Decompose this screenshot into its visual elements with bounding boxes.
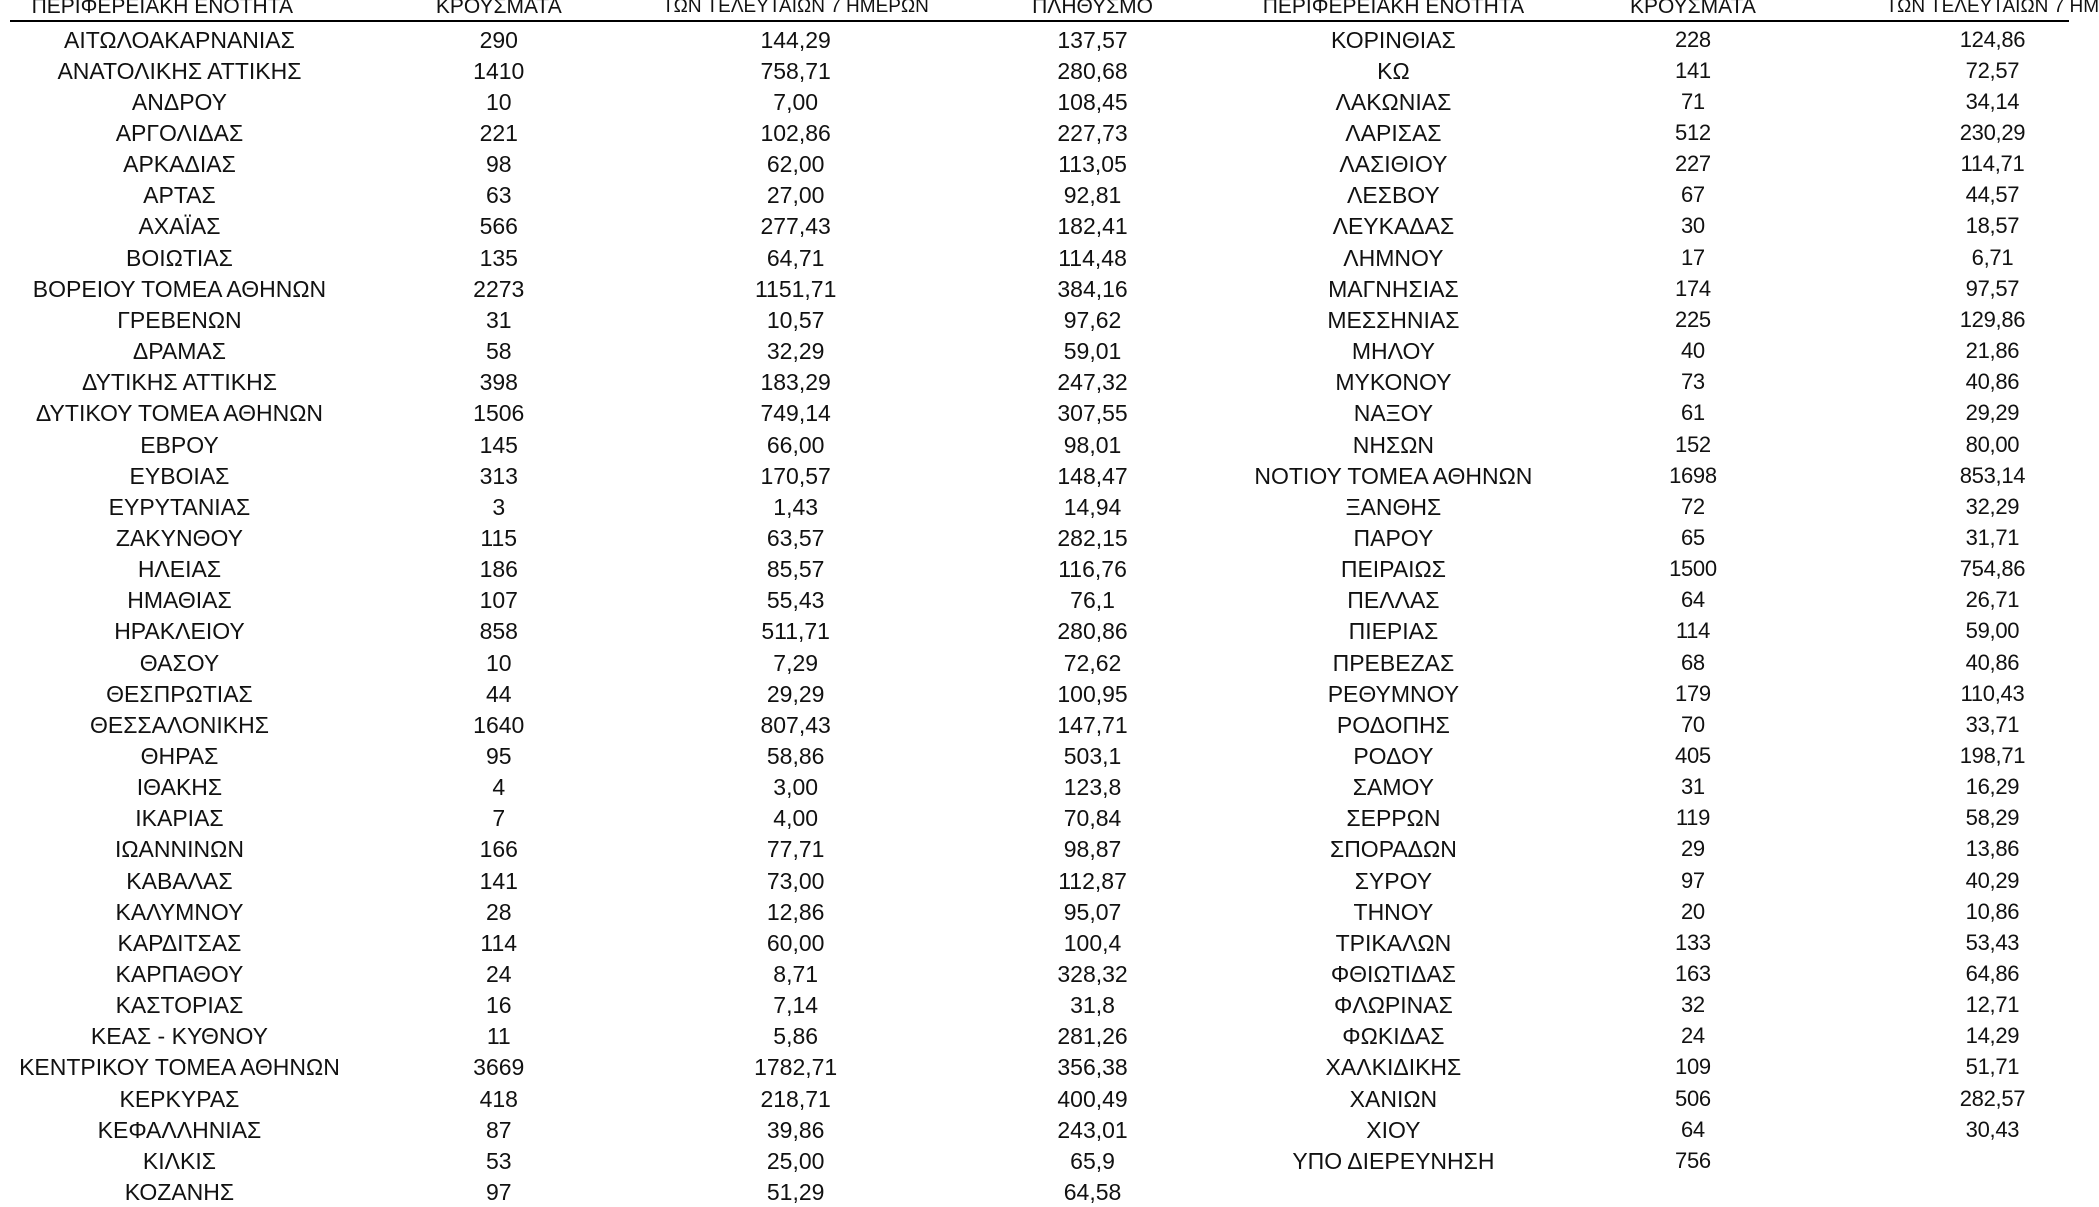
right-last-7-days-avg: 80,00	[1965, 431, 2020, 457]
left-cases: 114	[480, 929, 518, 956]
left-region-name: ΕΥΒΟΙΑΣ	[129, 462, 230, 489]
right-cases: 1500	[1669, 556, 1717, 582]
right-region-name: ΚΟΡΙΝΘΙΑΣ	[1331, 26, 1456, 53]
right-region-name: ΡΕΘΥΜΝΟΥ	[1327, 680, 1460, 707]
left-region-name: ΚΟΖΑΝΗΣ	[124, 1179, 235, 1206]
left-cases: 418	[479, 1085, 518, 1112]
right-region-name: ΜΥΚΟΝΟΥ	[1335, 369, 1452, 396]
right-last-7-days-avg: 282,57	[1959, 1085, 2026, 1111]
left-cases: 166	[479, 836, 518, 863]
left-region-name: ΒΟΙΩΤΙΑΣ	[126, 244, 233, 271]
right-last-7-days-avg: 53,43	[1965, 929, 2020, 955]
right-region-name: ΣΕΡΡΩΝ	[1346, 805, 1441, 832]
right-cases: 40	[1681, 338, 1705, 364]
right-last-7-days-avg: 40,86	[1965, 369, 2020, 395]
left-region-name: ΗΛΕΙΑΣ	[137, 556, 222, 583]
left-per-population: 100,95	[1057, 680, 1128, 707]
left-cases: 135	[479, 244, 518, 271]
left-last-7-days-avg: 63,57	[766, 524, 825, 551]
left-cases: 3	[492, 493, 506, 520]
right-region-name: ΧΑΝΙΩΝ	[1349, 1085, 1438, 1112]
left-cases: 141	[479, 867, 518, 894]
left-cases: 87	[485, 1116, 512, 1143]
left-last-7-days-avg: 102,86	[760, 120, 831, 147]
left-cases: 107	[479, 587, 518, 614]
left-region-name: ΔΥΤΙΚΟΥ ΤΟΜΕΑ ΑΘΗΝΩΝ	[35, 400, 324, 427]
left-last-7-days-avg: 4,00	[773, 805, 819, 832]
right-last-7-days-avg: 10,86	[1965, 898, 2020, 924]
left-last-7-days-avg: 66,00	[766, 431, 825, 458]
right-cases: 179	[1675, 680, 1711, 706]
right-cases: 72	[1681, 493, 1705, 519]
left-last-7-days-avg: 749,14	[760, 400, 831, 427]
right-region-name: ΦΩΚΙΔΑΣ	[1342, 1023, 1445, 1050]
right-last-7-days-avg: 754,86	[1959, 556, 2026, 582]
left-cases: 44	[485, 680, 512, 707]
right-cases: 109	[1675, 1054, 1711, 1080]
left-last-7-days-avg: 32,29	[766, 338, 825, 365]
left-per-population: 356,38	[1057, 1054, 1128, 1081]
right-region-name: ΣΠΟΡΑΔΩΝ	[1329, 836, 1457, 863]
left-last-7-days-avg: 277,43	[760, 213, 831, 240]
right-cases: 32	[1681, 992, 1705, 1018]
right-last-7-days-avg: 31,71	[1965, 524, 2020, 550]
left-per-population: 98,01	[1063, 431, 1122, 458]
right-cases: 24	[1681, 1023, 1705, 1049]
left-last-7-days-avg: 511,71	[761, 618, 830, 645]
right-cases: 30	[1681, 213, 1705, 239]
header-rule	[10, 20, 2069, 22]
left-per-population: 72,62	[1063, 649, 1122, 676]
left-region-name: ΑΡΤΑΣ	[143, 182, 216, 209]
left-region-name: ΓΡΕΒΕΝΩΝ	[117, 306, 242, 333]
right-cases: 1698	[1669, 462, 1717, 488]
right-cases: 756	[1675, 1147, 1711, 1173]
right-region-name: ΤΡΙΚΑΛΩΝ	[1335, 929, 1452, 956]
left-per-population: 137,57	[1057, 26, 1128, 53]
right-cases: 119	[1675, 805, 1711, 831]
left-region-name: ΚΑΛΥΜΝΟΥ	[115, 898, 244, 925]
left-per-population: 400,49	[1057, 1085, 1128, 1112]
right-cases: 163	[1675, 960, 1711, 986]
left-region-name: ΔΡΑΜΑΣ	[132, 338, 226, 365]
left-per-population: 123,8	[1063, 774, 1122, 801]
right-cases: 70	[1681, 711, 1705, 737]
right-last-7-days-avg: 34,14	[1965, 88, 2020, 114]
left-region-name: ΘΕΣΠΡΩΤΙΑΣ	[106, 680, 253, 707]
right-last-7-days-avg: 124,86	[1959, 26, 2026, 52]
left-per-population: 182,41	[1057, 213, 1128, 240]
right-region-name: ΛΑΡΙΣΑΣ	[1345, 120, 1442, 147]
right-last-7-days-avg: 30,43	[1965, 1116, 2020, 1142]
left-region-name: ΚΑΒΑΛΑΣ	[126, 867, 233, 894]
right-last-7-days-avg: 853,14	[1959, 462, 2026, 488]
left-region-name: ΚΑΣΤΟΡΙΑΣ	[115, 992, 244, 1019]
left-cases: 2273	[473, 275, 525, 302]
right-cases: 61	[1681, 400, 1705, 426]
left-region-name: ΕΒΡΟΥ	[140, 431, 219, 458]
right-cases: 405	[1675, 742, 1711, 768]
left-region-name: ΚΕΦΑΛΛΗΝΙΑΣ	[97, 1116, 262, 1143]
left-cases: 115	[480, 524, 518, 551]
right-region-name: ΛΕΣΒΟΥ	[1347, 182, 1440, 209]
left-per-population: 114,48	[1058, 244, 1127, 271]
right-last-7-days-avg: 14,29	[1965, 1023, 2020, 1049]
right-region-name: ΠΙΕΡΙΑΣ	[1348, 618, 1439, 645]
left-last-7-days-avg: 60,00	[766, 929, 825, 956]
left-last-7-days-avg: 55,43	[766, 587, 825, 614]
right-last-7-days-avg: 44,57	[1965, 182, 2020, 208]
right-last-7-days-avg: 40,29	[1965, 867, 2020, 893]
right-cases: 174	[1675, 275, 1711, 301]
left-cases: 145	[479, 431, 518, 458]
left-last-7-days-avg: 64,71	[766, 244, 825, 271]
right-region-name: ΣΑΜΟΥ	[1352, 774, 1435, 801]
left-region-name: ΘΗΡΑΣ	[140, 742, 219, 769]
left-cases: 1640	[473, 711, 525, 738]
left-region-name: ΘΑΣΟΥ	[139, 649, 220, 676]
left-cases: 58	[485, 338, 512, 365]
right-last-7-days-avg: 114,71	[1960, 151, 2025, 177]
left-cases: 290	[479, 26, 518, 53]
right-cases: 20	[1681, 898, 1705, 924]
left-per-population: 282,15	[1057, 524, 1128, 551]
right-region-name: ΛΑΣΙΘΙΟΥ	[1339, 151, 1448, 178]
left-region-name: ΑΝΔΡΟΥ	[131, 88, 228, 115]
left-last-7-days-avg: 807,43	[760, 711, 831, 738]
left-per-population: 65,9	[1070, 1147, 1115, 1174]
left-cases: 4	[492, 774, 506, 801]
left-last-7-days-avg: 144,29	[760, 26, 831, 53]
left-cases: 63	[485, 182, 512, 209]
right-last-7-days-avg: 230,29	[1959, 120, 2026, 146]
left-per-population: 147,71	[1057, 711, 1128, 738]
left-per-population: 384,16	[1057, 275, 1128, 302]
header-cases: ΚΡΟΥΣΜΑΤΑ	[435, 0, 562, 18]
left-region-name: ΚΕΡΚΥΡΑΣ	[119, 1085, 240, 1112]
right-last-7-days-avg: 59,00	[1965, 618, 2020, 644]
header-region-2: ΠΕΡΙΦΕΡΕΙΑΚΗ ΕΝΟΤΗΤΑ	[1262, 0, 1525, 18]
right-region-name: ΚΩ	[1377, 57, 1410, 84]
left-last-7-days-avg: 1151,71	[754, 275, 837, 302]
left-cases: 221	[479, 120, 518, 147]
left-cases: 16	[485, 992, 512, 1019]
left-region-name: ΚΑΡΔΙΤΣΑΣ	[117, 929, 242, 956]
left-last-7-days-avg: 77,71	[766, 836, 825, 863]
right-last-7-days-avg: 198,71	[1959, 742, 2026, 768]
right-region-name: ΛΗΜΝΟΥ	[1343, 244, 1444, 271]
right-region-name: ΠΑΡΟΥ	[1353, 524, 1434, 551]
right-cases: 71	[1681, 88, 1705, 114]
left-last-7-days-avg: 73,00	[766, 867, 825, 894]
left-cases: 10	[485, 88, 512, 115]
left-last-7-days-avg: 170,57	[760, 462, 831, 489]
right-last-7-days-avg: 33,71	[1965, 711, 2020, 737]
left-last-7-days-avg: 3,00	[773, 774, 819, 801]
left-region-name: ΑΙΤΩΛΟΑΚΑΡΝΑΝΙΑΣ	[64, 26, 295, 53]
right-cases: 17	[1681, 244, 1705, 270]
right-cases: 133	[1675, 929, 1711, 955]
right-last-7-days-avg: 58,29	[1965, 805, 2020, 831]
left-last-7-days-avg: 12,86	[766, 898, 825, 925]
right-region-name: ΠΕΛΛΑΣ	[1347, 587, 1440, 614]
right-region-name: ΦΘΙΩΤΙΔΑΣ	[1330, 960, 1456, 987]
right-cases: 73	[1681, 369, 1705, 395]
right-last-7-days-avg: 32,29	[1965, 493, 2020, 519]
left-last-7-days-avg: 39,86	[766, 1116, 825, 1143]
left-region-name: ΘΕΣΣΑΛΟΝΙΚΗΣ	[89, 711, 269, 738]
left-region-name: ΒΟΡΕΙΟΥ ΤΟΜΕΑ ΑΘΗΝΩΝ	[32, 275, 327, 302]
header-region: ΠΕΡΙΦΕΡΕΙΑΚΗ ΕΝΟΤΗΤΑ	[31, 0, 294, 18]
left-last-7-days-avg: 7,00	[773, 88, 819, 115]
left-region-name: ΑΡΓΟΛΙΔΑΣ	[115, 120, 244, 147]
right-cases: 114	[1675, 618, 1711, 644]
right-region-name: ΣΥΡΟΥ	[1354, 867, 1433, 894]
left-region-name: ΙΘΑΚΗΣ	[136, 774, 223, 801]
table-header	[0, 0, 2099, 22]
left-last-7-days-avg: 25,00	[766, 1147, 825, 1174]
left-per-population: 64,58	[1063, 1179, 1122, 1206]
right-cases: 97	[1681, 867, 1705, 893]
right-region-name: ΧΑΛΚΙΔΙΚΗΣ	[1325, 1054, 1462, 1081]
left-last-7-days-avg: 183,29	[760, 369, 831, 396]
left-per-population: 98,87	[1063, 836, 1122, 863]
left-per-population: 247,32	[1057, 369, 1128, 396]
left-last-7-days-avg: 218,71	[760, 1085, 831, 1112]
right-last-7-days-avg: 72,57	[1965, 57, 2020, 83]
left-last-7-days-avg: 758,71	[760, 57, 831, 84]
right-last-7-days-avg: 110,43	[1960, 680, 2025, 706]
left-per-population: 328,32	[1057, 960, 1128, 987]
right-cases: 228	[1675, 26, 1711, 52]
right-region-name: ΜΑΓΝΗΣΙΑΣ	[1328, 275, 1459, 302]
right-region-name: ΜΕΣΣΗΝΙΑΣ	[1327, 306, 1460, 333]
left-cases: 31	[485, 306, 512, 333]
right-region-name: ΦΛΩΡΙΝΑΣ	[1334, 992, 1453, 1019]
left-cases: 313	[479, 462, 518, 489]
left-last-7-days-avg: 7,14	[773, 992, 819, 1019]
left-per-population: 281,26	[1057, 1023, 1128, 1050]
left-cases: 7	[492, 805, 506, 832]
right-cases: 31	[1681, 774, 1705, 800]
right-cases: 512	[1675, 120, 1711, 146]
left-per-population: 14,94	[1063, 493, 1122, 520]
right-cases: 64	[1681, 587, 1705, 613]
left-region-name: ΚΙΛΚΙΣ	[142, 1147, 216, 1174]
right-region-name: ΡΟΔΟΥ	[1353, 742, 1434, 769]
right-cases: 225	[1675, 306, 1711, 332]
left-region-name: ΚΕΑΣ - ΚΥΘΝΟΥ	[90, 1023, 268, 1050]
left-last-7-days-avg: 8,71	[773, 960, 819, 987]
left-last-7-days-avg: 10,57	[766, 306, 825, 333]
left-per-population: 100,4	[1063, 929, 1122, 956]
right-last-7-days-avg: 64,86	[1965, 960, 2020, 986]
left-region-name: ΔΥΤΙΚΗΣ ΑΤΤΙΚΗΣ	[81, 369, 277, 396]
right-last-7-days-avg: 6,71	[1971, 244, 2014, 270]
left-last-7-days-avg: 62,00	[766, 151, 825, 178]
left-per-population: 95,07	[1063, 898, 1122, 925]
left-last-7-days-avg: 1782,71	[754, 1054, 838, 1081]
right-region-name: ΠΕΙΡΑΙΩΣ	[1340, 556, 1446, 583]
right-last-7-days-avg: 16,29	[1965, 774, 2020, 800]
right-last-7-days-avg: 26,71	[1965, 587, 2020, 613]
left-last-7-days-avg: 85,57	[766, 556, 825, 583]
left-cases: 1410	[473, 57, 525, 84]
left-last-7-days-avg: 27,00	[766, 182, 825, 209]
left-cases: 98	[485, 151, 512, 178]
left-cases: 1506	[473, 400, 525, 427]
left-region-name: ΙΩΑΝΝΙΝΩΝ	[114, 836, 244, 863]
right-last-7-days-avg: 21,86	[1965, 338, 2020, 364]
left-region-name: ΖΑΚΥΝΘΟΥ	[115, 524, 243, 551]
right-cases: 152	[1675, 431, 1711, 457]
right-last-7-days-avg: 29,29	[1965, 400, 2020, 426]
right-cases: 68	[1681, 649, 1705, 675]
right-last-7-days-avg: 18,57	[1965, 213, 2020, 239]
left-last-7-days-avg: 58,86	[766, 742, 825, 769]
left-cases: 28	[485, 898, 512, 925]
left-per-population: 307,55	[1057, 400, 1128, 427]
left-last-7-days-avg: 29,29	[766, 680, 825, 707]
left-per-population: 108,45	[1057, 88, 1128, 115]
left-last-7-days-avg: 7,29	[773, 649, 819, 676]
left-per-population: 227,73	[1057, 120, 1128, 147]
left-per-population: 243,01	[1057, 1116, 1128, 1143]
right-region-name: ΝΑΞΟΥ	[1353, 400, 1434, 427]
left-per-population: 280,86	[1057, 618, 1128, 645]
left-cases: 3669	[473, 1054, 525, 1081]
right-region-name: ΥΠΟ ΔΙΕΡΕΥΝΗΣΗ	[1292, 1147, 1495, 1174]
right-region-name: ΡΟΔΟΠΗΣ	[1336, 711, 1450, 738]
left-region-name: ΗΜΑΘΙΑΣ	[127, 587, 232, 614]
right-cases: 506	[1675, 1085, 1711, 1111]
left-last-7-days-avg: 51,29	[766, 1179, 825, 1206]
left-per-population: 70,84	[1063, 805, 1122, 832]
left-region-name: ΑΝΑΤΟΛΙΚΗΣ ΑΤΤΙΚΗΣ	[57, 57, 302, 84]
header-cases-2: ΚΡΟΥΣΜΑΤΑ	[1629, 0, 1756, 18]
right-region-name: ΛΕΥΚΑΔΑΣ	[1332, 213, 1455, 240]
left-per-population: 97,62	[1063, 306, 1122, 333]
right-last-7-days-avg: 13,86	[1965, 836, 2020, 862]
right-cases: 65	[1681, 524, 1705, 550]
left-region-name: ΚΑΡΠΑΘΟΥ	[115, 960, 244, 987]
left-last-7-days-avg: 1,43	[773, 493, 819, 520]
left-region-name: ΗΡΑΚΛΕΙΟΥ	[114, 618, 245, 645]
left-region-name: ΚΕΝΤΡΙΚΟΥ ΤΟΜΕΑ ΑΘΗΝΩΝ	[19, 1054, 340, 1081]
right-region-name: ΛΑΚΩΝΙΑΣ	[1335, 88, 1452, 115]
right-region-name: ΞΑΝΘΗΣ	[1345, 493, 1442, 520]
left-per-population: 113,05	[1058, 151, 1127, 178]
left-last-7-days-avg: 5,86	[773, 1023, 819, 1050]
left-per-population: 76,1	[1070, 587, 1115, 614]
right-region-name: ΝΟΤΙΟΥ ΤΟΜΕΑ ΑΘΗΝΩΝ	[1254, 462, 1533, 489]
right-cases: 64	[1681, 1116, 1705, 1142]
left-per-population: 31,8	[1070, 992, 1115, 1019]
left-per-population: 148,47	[1057, 462, 1128, 489]
left-per-population: 112,87	[1058, 867, 1127, 894]
left-region-name: ΑΡΚΑΔΙΑΣ	[123, 151, 236, 178]
right-region-name: ΠΡΕΒΕΖΑΣ	[1332, 649, 1455, 676]
right-region-name: ΝΗΣΩΝ	[1352, 431, 1435, 458]
left-cases: 24	[485, 960, 512, 987]
left-per-population: 280,68	[1057, 57, 1128, 84]
left-cases: 398	[479, 369, 518, 396]
left-per-population: 59,01	[1063, 338, 1122, 365]
left-cases: 53	[485, 1147, 512, 1174]
right-region-name: ΤΗΝΟΥ	[1353, 898, 1434, 925]
right-last-7-days-avg: 12,71	[1965, 992, 2020, 1018]
left-cases: 97	[485, 1179, 512, 1206]
left-cases: 858	[479, 618, 518, 645]
left-cases: 95	[485, 742, 512, 769]
right-cases: 227	[1675, 151, 1711, 177]
left-cases: 186	[479, 556, 518, 583]
right-cases: 29	[1681, 836, 1705, 862]
right-last-7-days-avg: 129,86	[1959, 306, 2026, 332]
right-last-7-days-avg: 97,57	[1965, 275, 2020, 301]
header-population: ΠΛΗΘΥΣΜΟ	[1032, 0, 1153, 18]
left-cases: 10	[485, 649, 512, 676]
left-cases: 566	[479, 213, 518, 240]
left-cases: 11	[486, 1023, 511, 1050]
right-last-7-days-avg: 40,86	[1965, 649, 2020, 675]
left-region-name: ΕΥΡΥΤΑΝΙΑΣ	[108, 493, 251, 520]
right-last-7-days-avg: 51,71	[1965, 1054, 2020, 1080]
left-per-population: 503,1	[1063, 742, 1122, 769]
left-per-population: 92,81	[1063, 182, 1122, 209]
left-region-name: ΑΧΑΪΑΣ	[138, 213, 221, 240]
left-region-name: ΙΚΑΡΙΑΣ	[135, 805, 224, 832]
left-per-population: 116,76	[1058, 556, 1127, 583]
header-last-7-days: ΤΩΝ ΤΕΛΕΥΤΑΙΩΝ 7 ΗΜΕΡΩΝ	[662, 0, 929, 17]
right-region-name: ΧΙΟΥ	[1366, 1116, 1421, 1143]
right-cases: 141	[1675, 57, 1711, 83]
right-cases: 67	[1681, 182, 1705, 208]
right-region-name: ΜΗΛΟΥ	[1351, 338, 1435, 365]
header-last-7-days-2: ΤΩΝ ΤΕΛΕΥΤΑΙΩΝ 7 ΗΜ	[1885, 0, 2099, 17]
